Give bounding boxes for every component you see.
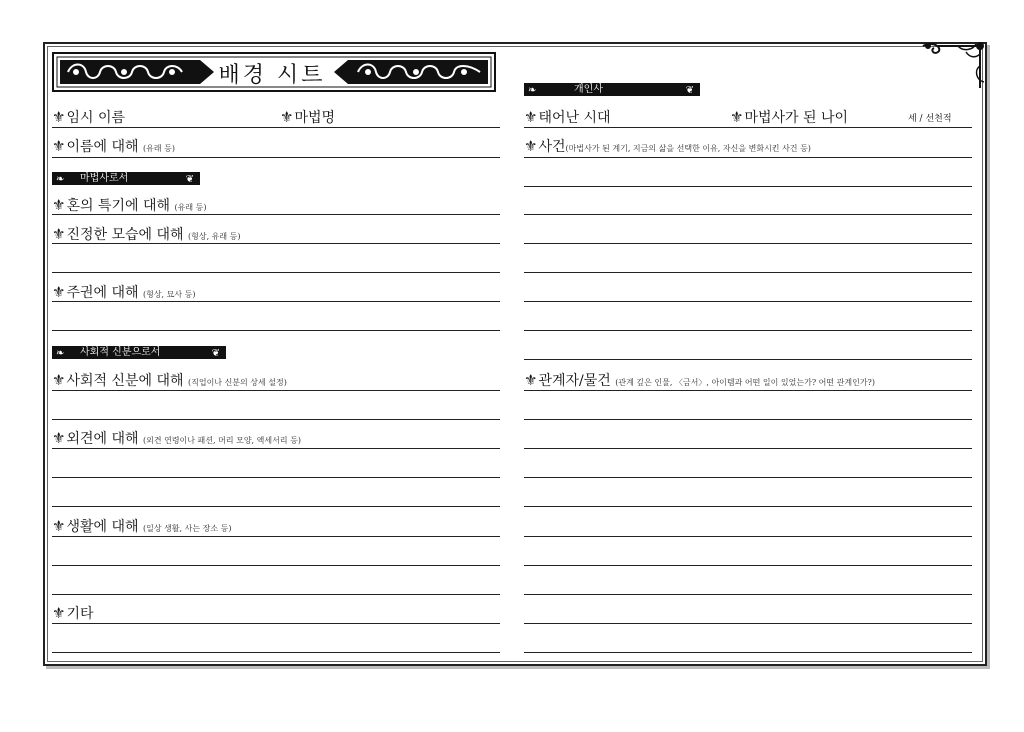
- scroll-ornament-icon: ❦: [185, 174, 194, 185]
- fleur-de-lis-icon: ⚜: [280, 108, 294, 126]
- age-suffix: 세 / 선천적: [908, 114, 952, 124]
- fleur-de-lis-icon: ⚜: [52, 225, 66, 243]
- field-social-label: 사회적 신분에 대해: [66, 373, 184, 389]
- section-tag-personal: [524, 83, 700, 96]
- write-line: [524, 127, 972, 128]
- field-era: [524, 107, 611, 127]
- fleur-de-lis-icon: ⚜: [524, 108, 538, 126]
- write-line: [524, 652, 972, 653]
- write-line: [524, 186, 972, 187]
- write-line: [524, 272, 972, 273]
- fleur-de-lis-icon: ⚜: [730, 108, 744, 126]
- write-line: [52, 623, 500, 624]
- fleur-de-lis-icon: ⚜: [52, 517, 66, 535]
- scroll-ornament-icon: ❦: [685, 85, 694, 96]
- write-line: [524, 157, 972, 158]
- write-line: [524, 330, 972, 331]
- fleur-de-lis-icon: ⚜: [52, 371, 66, 389]
- fleur-de-lis-icon: ⚜: [524, 371, 538, 389]
- section-tag-label: 마법사로서: [80, 173, 129, 184]
- fleur-de-lis-icon: ⚜: [52, 429, 66, 447]
- field-relation-label: 관계자/물건: [538, 373, 611, 389]
- field-appearance-label: 외견에 대해: [66, 431, 139, 447]
- write-line: [524, 359, 972, 360]
- field-soul-label: 혼의 특기에 대해: [66, 198, 171, 214]
- corner-flourish-icon: [918, 38, 988, 94]
- write-line: [524, 594, 972, 595]
- write-line: [52, 272, 500, 273]
- write-line: [52, 330, 500, 331]
- fleur-de-lis-icon: ⚜: [52, 196, 66, 214]
- write-line: [52, 594, 500, 595]
- write-line: [52, 477, 500, 478]
- field-event: [524, 136, 811, 156]
- write-line: [52, 390, 500, 391]
- write-line: [52, 506, 500, 507]
- field-life: [52, 516, 232, 536]
- field-note: (형상, 묘사 등): [142, 290, 196, 299]
- scroll-ornament-icon: ❧: [528, 85, 537, 96]
- field-social: [52, 370, 287, 390]
- field-era-label: 태어난 시대: [538, 110, 611, 126]
- write-line: [52, 448, 500, 449]
- field-true-form: [52, 224, 241, 244]
- write-line: [52, 214, 500, 215]
- field-age: [730, 107, 848, 127]
- field-magic-name: [280, 107, 335, 127]
- write-line: [524, 565, 972, 566]
- write-line: [524, 536, 972, 537]
- write-line: [52, 127, 500, 128]
- field-etc-label: 기타: [66, 606, 94, 622]
- scroll-ornament-icon: ❦: [211, 348, 220, 359]
- section-tag-label: 개인사: [574, 84, 603, 95]
- field-master-label: 주권에 대해: [66, 285, 139, 301]
- field-appearance: [52, 428, 301, 448]
- scroll-ornament-icon: ❧: [56, 174, 65, 185]
- fleur-de-lis-icon: ⚜: [52, 283, 66, 301]
- field-event-label: 사건: [538, 139, 566, 155]
- scroll-ornament-icon: ❧: [56, 348, 65, 359]
- write-line: [52, 652, 500, 653]
- field-relation: [524, 370, 875, 390]
- field-note: (마법사가 된 계기, 지금의 삶을 선택한 이유, 자신을 변화시킨 사건 등): [565, 144, 811, 153]
- section-tag-social: [52, 346, 226, 359]
- write-line: [524, 448, 972, 449]
- write-line: [524, 214, 972, 215]
- write-line: [524, 419, 972, 420]
- field-temp-name: [52, 107, 125, 127]
- write-line: [524, 243, 972, 244]
- write-line: [524, 301, 972, 302]
- field-life-label: 생활에 대해: [66, 519, 139, 535]
- write-line: [52, 565, 500, 566]
- field-magic-name-label: 마법명: [294, 110, 336, 126]
- write-line: [52, 301, 500, 302]
- write-line: [524, 506, 972, 507]
- field-note: (관계 깊은 인물, 〈금서〉, 아이템과 어떤 일이 있었는가? 어떤 관계인가?): [615, 378, 875, 387]
- title-banner: [52, 52, 496, 92]
- field-master: [52, 282, 196, 302]
- write-line: [52, 419, 500, 420]
- section-tag-magician: [52, 172, 200, 185]
- write-line: [52, 157, 500, 158]
- field-name-about: [52, 136, 175, 156]
- field-note: (유래 등): [142, 144, 175, 153]
- write-line: [524, 390, 972, 391]
- fleur-de-lis-icon: ⚜: [52, 137, 66, 155]
- field-note: (직업이나 신분의 상세 설정): [188, 378, 287, 387]
- write-line: [524, 477, 972, 478]
- fleur-de-lis-icon: ⚜: [524, 137, 538, 155]
- page-title: 배경 시트: [218, 63, 326, 88]
- field-temp-name-label: 임시 이름: [66, 110, 125, 126]
- fleur-de-lis-icon: ⚜: [52, 108, 66, 126]
- write-line: [52, 243, 500, 244]
- write-line: [52, 536, 500, 537]
- field-etc: [52, 603, 94, 623]
- fleur-de-lis-icon: ⚜: [52, 604, 66, 622]
- field-soul: [52, 195, 206, 215]
- field-note: (형상, 유래 등): [188, 232, 241, 241]
- write-line: [524, 623, 972, 624]
- field-age-label: 마법사가 된 나이: [744, 110, 849, 126]
- field-note: (일상 생활, 사는 장소 등): [142, 524, 232, 533]
- field-name-about-label: 이름에 대해: [66, 139, 139, 155]
- section-tag-label: 사회적 신분으로서: [80, 347, 161, 358]
- field-note: (유래 등): [174, 203, 207, 212]
- field-true-form-label: 진정한 모습에 대해: [66, 227, 184, 243]
- field-note: (외견 연령이나 패션, 머리 모양, 액세서리 등): [142, 436, 301, 445]
